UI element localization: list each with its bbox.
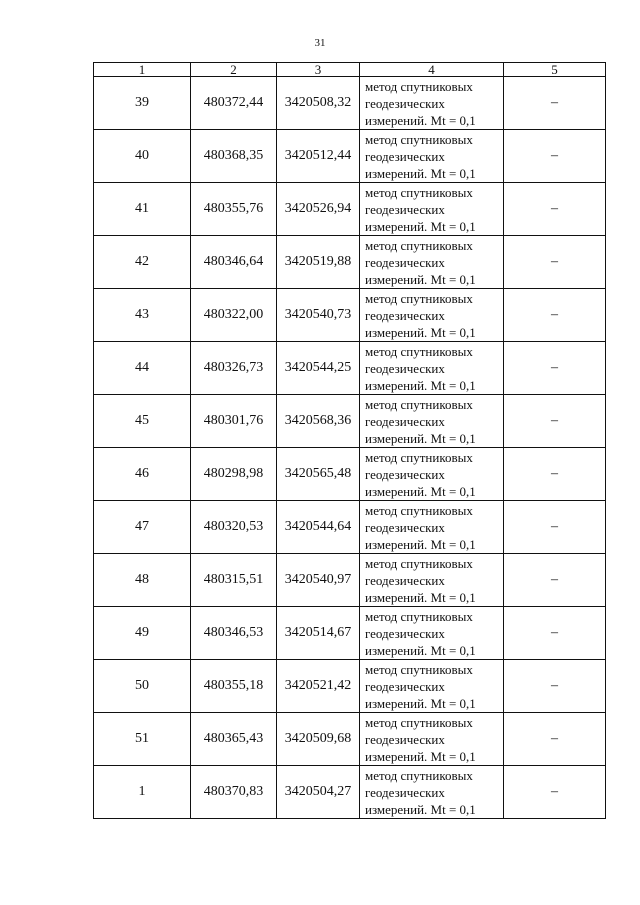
y-coordinate-cell: 3420544,25 [277, 342, 360, 395]
table-header [94, 63, 606, 77]
x-coordinate-cell: 480355,18 [191, 660, 277, 713]
y-coordinate-cell: 3420519,88 [277, 236, 360, 289]
point-number-cell: 45 [94, 395, 191, 448]
x-coordinate-cell: 480298,98 [191, 448, 277, 501]
point-number-cell: 48 [94, 554, 191, 607]
method-cell: метод спутниковых геодезических измерений. Mt = 0,1 [360, 554, 504, 607]
description-cell: – [504, 289, 606, 342]
page-number: 31 [314, 37, 326, 49]
table-row [94, 448, 606, 501]
method-cell: метод спутниковых геодезических измерений. Mt = 0,1 [360, 77, 504, 130]
table-row [94, 289, 606, 342]
method-cell: метод спутниковых геодезических измерений. Mt = 0,1 [360, 395, 504, 448]
table-row [94, 395, 606, 448]
method-cell: метод спутниковых геодезических измерений. Mt = 0,1 [360, 766, 504, 819]
y-coordinate-cell: 3420504,27 [277, 766, 360, 819]
y-coordinate-cell: 3420544,64 [277, 501, 360, 554]
point-number-cell: 43 [94, 289, 191, 342]
point-number-cell: 41 [94, 183, 191, 236]
method-cell: метод спутниковых геодезических измерений. Mt = 0,1 [360, 342, 504, 395]
description-cell: – [504, 77, 606, 130]
description-cell: – [504, 342, 606, 395]
table-row [94, 183, 606, 236]
y-coordinate-cell: 3420521,42 [277, 660, 360, 713]
table-body [94, 77, 606, 819]
x-coordinate-cell: 480372,44 [191, 77, 277, 130]
description-cell: – [504, 183, 606, 236]
description-cell: – [504, 607, 606, 660]
point-number-cell: 1 [94, 766, 191, 819]
method-cell: метод спутниковых геодезических измерений. Mt = 0,1 [360, 660, 504, 713]
description-cell: – [504, 448, 606, 501]
method-cell: метод спутниковых геодезических измерений. Mt = 0,1 [360, 501, 504, 554]
table-row [94, 713, 606, 766]
table-row [94, 660, 606, 713]
point-number-cell: 51 [94, 713, 191, 766]
method-cell: метод спутниковых геодезических измерений. Mt = 0,1 [360, 448, 504, 501]
description-cell: – [504, 395, 606, 448]
y-coordinate-cell: 3420526,94 [277, 183, 360, 236]
method-cell: метод спутниковых геодезических измерений. Mt = 0,1 [360, 289, 504, 342]
table-row [94, 77, 606, 130]
description-cell: – [504, 554, 606, 607]
description-cell: – [504, 130, 606, 183]
header-col-4: 4 [360, 63, 504, 77]
method-cell: метод спутниковых геодезических измерений. Mt = 0,1 [360, 183, 504, 236]
header-col-5: 5 [504, 63, 606, 77]
point-number-cell: 40 [94, 130, 191, 183]
y-coordinate-cell: 3420568,36 [277, 395, 360, 448]
description-cell: – [504, 766, 606, 819]
x-coordinate-cell: 480368,35 [191, 130, 277, 183]
method-cell: метод спутниковых геодезических измерений. Mt = 0,1 [360, 713, 504, 766]
description-cell: – [504, 236, 606, 289]
y-coordinate-cell: 3420512,44 [277, 130, 360, 183]
y-coordinate-cell: 3420514,67 [277, 607, 360, 660]
method-cell: метод спутниковых геодезических измерений. Mt = 0,1 [360, 130, 504, 183]
y-coordinate-cell: 3420509,68 [277, 713, 360, 766]
x-coordinate-cell: 480355,76 [191, 183, 277, 236]
x-coordinate-cell: 480320,53 [191, 501, 277, 554]
x-coordinate-cell: 480346,53 [191, 607, 277, 660]
x-coordinate-cell: 480346,64 [191, 236, 277, 289]
point-number-cell: 47 [94, 501, 191, 554]
x-coordinate-cell: 480326,73 [191, 342, 277, 395]
header-col-2: 2 [191, 63, 277, 77]
header-col-3: 3 [277, 63, 360, 77]
x-coordinate-cell: 480322,00 [191, 289, 277, 342]
x-coordinate-cell: 480365,43 [191, 713, 277, 766]
table-row [94, 236, 606, 289]
x-coordinate-cell: 480315,51 [191, 554, 277, 607]
description-cell: – [504, 713, 606, 766]
description-cell: – [504, 501, 606, 554]
table-row [94, 501, 606, 554]
point-number-cell: 50 [94, 660, 191, 713]
y-coordinate-cell: 3420565,48 [277, 448, 360, 501]
coordinates-table [93, 62, 606, 819]
table-row [94, 607, 606, 660]
method-cell: метод спутниковых геодезических измерений. Mt = 0,1 [360, 607, 504, 660]
y-coordinate-cell: 3420540,97 [277, 554, 360, 607]
point-number-cell: 39 [94, 77, 191, 130]
point-number-cell: 49 [94, 607, 191, 660]
table-row [94, 130, 606, 183]
point-number-cell: 44 [94, 342, 191, 395]
header-col-1: 1 [94, 63, 191, 77]
header-row [94, 63, 606, 77]
method-cell: метод спутниковых геодезических измерений. Mt = 0,1 [360, 236, 504, 289]
table-row [94, 342, 606, 395]
table-row [94, 554, 606, 607]
x-coordinate-cell: 480301,76 [191, 395, 277, 448]
y-coordinate-cell: 3420540,73 [277, 289, 360, 342]
point-number-cell: 42 [94, 236, 191, 289]
description-cell: – [504, 660, 606, 713]
x-coordinate-cell: 480370,83 [191, 766, 277, 819]
point-number-cell: 46 [94, 448, 191, 501]
table-row [94, 766, 606, 819]
y-coordinate-cell: 3420508,32 [277, 77, 360, 130]
